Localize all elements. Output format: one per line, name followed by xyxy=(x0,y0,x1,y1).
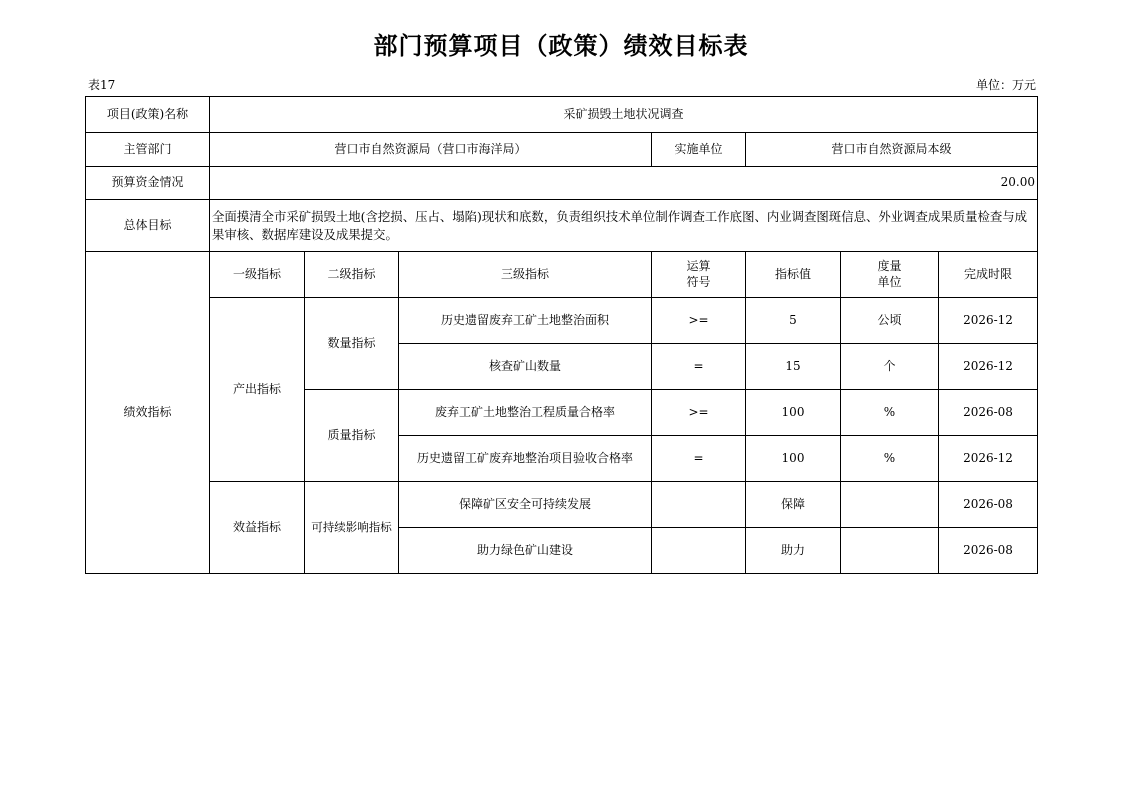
budget-value: 20.00 xyxy=(210,167,1038,200)
header-level3: 三级指标 xyxy=(399,252,652,298)
table-row xyxy=(86,298,1038,344)
group-sustain: 可持续影响指标 xyxy=(305,482,399,574)
project-name-row xyxy=(86,97,1038,133)
row-deadline: 2026-12 xyxy=(939,436,1038,482)
table-row xyxy=(86,482,1038,528)
dept-label: 主管部门 xyxy=(86,133,210,167)
group-output: 产出指标 xyxy=(210,298,305,482)
row-operator: = xyxy=(652,436,746,482)
row-value: 100 xyxy=(746,436,841,482)
row-operator: = xyxy=(652,344,746,390)
impl-value: 营口市自然资源局本级 xyxy=(746,133,1038,167)
row-unit: 个 xyxy=(841,344,939,390)
dept-value: 营口市自然资源局（营口市海洋局） xyxy=(210,133,652,167)
row-operator: >= xyxy=(652,298,746,344)
row-value: 保障 xyxy=(746,482,841,528)
row-value: 助力 xyxy=(746,528,841,574)
budget-label: 预算资金情况 xyxy=(86,167,210,200)
row-deadline: 2026-12 xyxy=(939,344,1038,390)
unit-label: 单位：万元 xyxy=(975,78,1036,92)
header-level1: 一级指标 xyxy=(210,252,305,298)
row-level3: 保障矿区安全可持续发展 xyxy=(399,482,652,528)
row-deadline: 2026-08 xyxy=(939,390,1038,436)
row-unit: % xyxy=(841,436,939,482)
row-deadline: 2026-08 xyxy=(939,528,1038,574)
header-deadline: 完成时限 xyxy=(939,252,1038,298)
goal-label: 总体目标 xyxy=(86,200,210,252)
group-benefit: 效益指标 xyxy=(210,482,305,574)
budget-row xyxy=(86,167,1038,200)
impl-label: 实施单位 xyxy=(652,133,746,167)
row-level3: 历史遗留废弃工矿土地整治面积 xyxy=(399,298,652,344)
row-value: 100 xyxy=(746,390,841,436)
header-value: 指标值 xyxy=(746,252,841,298)
page-title: 部门预算项目（政策）绩效目标表 xyxy=(373,32,749,60)
row-operator xyxy=(652,482,746,528)
header-operator: 运算 符号 xyxy=(652,252,746,298)
goal-value: 全面摸清全市采矿损毁土地(含挖损、压占、塌陷)现状和底数，负责组织技术单位制作调查工作底图、内业调查图斑信息、外业调查成果质量检查与成果审核、数据库建设及成果提交。 xyxy=(210,200,1038,252)
project-name-label: 项目(政策)名称 xyxy=(86,97,210,133)
indicator-header-row xyxy=(86,252,1038,298)
row-unit xyxy=(841,482,939,528)
group-quantity: 数量指标 xyxy=(305,298,399,390)
performance-target-table xyxy=(85,96,1038,574)
group-quality: 质量指标 xyxy=(305,390,399,482)
row-unit: % xyxy=(841,390,939,436)
header-unit: 度量 单位 xyxy=(841,252,939,298)
project-name-value: 采矿损毁土地状况调查 xyxy=(210,97,1038,133)
row-operator: >= xyxy=(652,390,746,436)
perf-label: 绩效指标 xyxy=(86,252,210,574)
row-deadline: 2026-08 xyxy=(939,482,1038,528)
table-number: 表17 xyxy=(88,78,116,92)
row-value: 5 xyxy=(746,298,841,344)
row-level3: 助力绿色矿山建设 xyxy=(399,528,652,574)
row-level3: 历史遗留工矿废弃地整治项目验收合格率 xyxy=(399,436,652,482)
department-row xyxy=(86,133,1038,167)
goal-row xyxy=(86,200,1038,252)
row-level3: 核查矿山数量 xyxy=(399,344,652,390)
row-value: 15 xyxy=(746,344,841,390)
row-operator xyxy=(652,528,746,574)
row-unit: 公顷 xyxy=(841,298,939,344)
header-level2: 二级指标 xyxy=(305,252,399,298)
row-deadline: 2026-12 xyxy=(939,298,1038,344)
row-level3: 废弃工矿土地整治工程质量合格率 xyxy=(399,390,652,436)
row-unit xyxy=(841,528,939,574)
